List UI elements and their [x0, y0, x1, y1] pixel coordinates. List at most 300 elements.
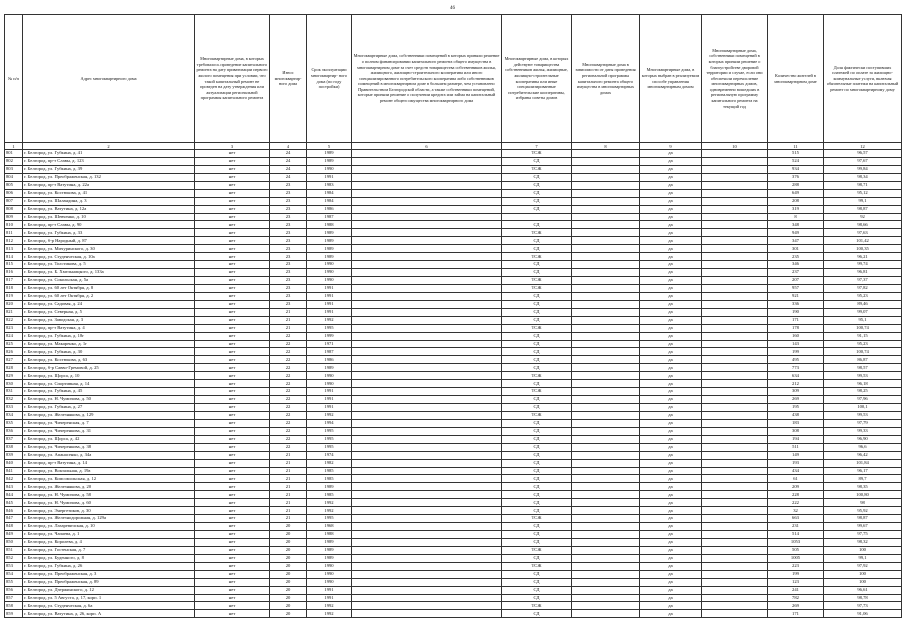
wear-cell: 21 — [270, 467, 307, 475]
table-row — [5, 269, 902, 277]
wear-cell: 24 — [270, 157, 307, 165]
financing-cell — [352, 245, 502, 253]
table-row — [5, 229, 902, 237]
build-year-cell: 1971 — [307, 340, 352, 348]
management-chosen-cell: да — [640, 372, 702, 380]
landscaping-cell — [702, 205, 768, 213]
wear-cell: 21 — [270, 451, 307, 459]
payment-share-cell: 98,71 — [824, 181, 902, 189]
landscaping-cell — [702, 348, 768, 356]
landscaping-cell — [702, 181, 768, 189]
table-row — [5, 411, 902, 419]
management-form-cell: СД — [502, 523, 572, 531]
repair-needed-cell: нет — [195, 411, 270, 419]
payment-share-cell: 95,92 — [824, 507, 902, 515]
repair-needed-cell: нет — [195, 261, 270, 269]
wear-cell: 24 — [270, 173, 307, 181]
repair-needed-cell: нет — [195, 546, 270, 554]
address-cell: г. Белгород, ул. Вокзальная, д. 19а — [23, 467, 195, 475]
payment-share-cell: 97,92 — [824, 562, 902, 570]
landscaping-cell — [702, 229, 768, 237]
management-chosen-cell: да — [640, 197, 702, 205]
row-number: 809 — [5, 213, 23, 221]
residents-cell: 308 — [768, 427, 824, 435]
address-cell: г. Белгород, ул. Н. Чумичова, д. 50 — [23, 396, 195, 404]
landscaping-cell — [702, 602, 768, 610]
landscaping-cell — [702, 364, 768, 372]
residents-cell: 32 — [768, 507, 824, 515]
build-year-cell: 1991 — [307, 396, 352, 404]
repair-needed-cell: нет — [195, 443, 270, 451]
management-form-cell: ТСЖ — [502, 388, 572, 396]
management-form-cell: ТСЖ — [502, 602, 572, 610]
table-row — [5, 150, 902, 158]
payment-share-cell: 98,35 — [824, 483, 902, 491]
management-chosen-cell: да — [640, 578, 702, 586]
build-year-cell: 1995 — [307, 427, 352, 435]
residents-cell: 123 — [768, 578, 824, 586]
management-form-cell: СД — [502, 586, 572, 594]
management-chosen-cell: да — [640, 269, 702, 277]
wear-cell: 20 — [270, 594, 307, 602]
management-form-cell: СД — [502, 356, 572, 364]
header-cell: Многоквартирные дома, собственники помещений в которых приняли решение о благоустройстве дворовой территории и случае, если они обеспечили перечисление многоквартирных домов, одновременно вошедших в региональную программу капитального ремонта на текущий год — [702, 15, 768, 143]
table-row — [5, 205, 902, 213]
build-year-cell: 1968 — [307, 523, 352, 531]
financing-cell — [352, 554, 502, 562]
payment-share-cell: 96,21 — [824, 253, 902, 261]
payment-share-cell: 100,35 — [824, 245, 902, 253]
landscaping-cell — [702, 332, 768, 340]
management-form-cell: ТСЖ — [502, 546, 572, 554]
build-year-cell: 1995 — [307, 515, 352, 523]
management-form-cell: СД — [502, 396, 572, 404]
program-date-cell — [572, 348, 640, 356]
wear-cell: 23 — [270, 292, 307, 300]
residents-cell: 228 — [768, 491, 824, 499]
repair-needed-cell: нет — [195, 570, 270, 578]
address-cell: г. Белгород, ул. Ватутина, д. 12а — [23, 205, 195, 213]
management-form-cell: СД — [502, 451, 572, 459]
management-chosen-cell: да — [640, 411, 702, 419]
wear-cell: 20 — [270, 602, 307, 610]
financing-cell — [352, 213, 502, 221]
management-chosen-cell: да — [640, 483, 702, 491]
build-year-cell: 1999 — [307, 332, 352, 340]
wear-cell: 23 — [270, 213, 307, 221]
management-form-cell: ТСЖ — [502, 150, 572, 158]
management-chosen-cell: да — [640, 515, 702, 523]
payment-share-cell: 96,57 — [824, 150, 902, 158]
address-cell: г. Белгород, ул. Студенческая, д. 6а — [23, 602, 195, 610]
header-cell: Многоквартирные дома, в которых действуют товарищества собственников жилья, жилищные, жилищно-строительные кооперативы или иные специализированные потребительские кооперативы, избраны советы домов — [502, 15, 572, 143]
address-cell: г. Белгород, ул. 60 лет Октября, д. 8 — [23, 284, 195, 292]
row-number: 840 — [5, 459, 23, 467]
address-cell: г. Белгород, ул. Апанасенко, д. 34а — [23, 451, 195, 459]
address-cell: г. Белгород, ул. Б. Хмельницкого, д. 133а — [23, 269, 195, 277]
landscaping-cell — [702, 237, 768, 245]
wear-cell: 20 — [270, 546, 307, 554]
address-cell: г. Белгород, ул. Шевченко, д. 10 — [23, 213, 195, 221]
address-cell: г. Белгород, ул. Чичеренская, д. 7 — [23, 419, 195, 427]
row-number: 845 — [5, 499, 23, 507]
table-row — [5, 277, 902, 285]
wear-cell: 21 — [270, 491, 307, 499]
residents-cell: 208 — [768, 197, 824, 205]
program-date-cell — [572, 427, 640, 435]
financing-cell — [352, 181, 502, 189]
address-cell: г. Белгород, ул. Губкина, д. 26 — [23, 562, 195, 570]
program-date-cell — [572, 356, 640, 364]
residents-cell: 195 — [768, 404, 824, 412]
residents-cell: 149 — [768, 451, 824, 459]
wear-cell: 20 — [270, 578, 307, 586]
wear-cell: 23 — [270, 261, 307, 269]
table-row — [5, 332, 902, 340]
build-year-cell: 1991 — [307, 300, 352, 308]
row-number: 819 — [5, 292, 23, 300]
build-year-cell: 1989 — [307, 546, 352, 554]
management-chosen-cell: да — [640, 261, 702, 269]
wear-cell: 21 — [270, 499, 307, 507]
management-chosen-cell: да — [640, 284, 702, 292]
address-cell: г. Белгород, пр-т Ватутина, д. 4 — [23, 324, 195, 332]
build-year-cell: 1995 — [307, 435, 352, 443]
payment-share-cell: 98 — [824, 499, 902, 507]
management-chosen-cell: да — [640, 340, 702, 348]
table-row — [5, 419, 902, 427]
management-chosen-cell: да — [640, 380, 702, 388]
row-number: 858 — [5, 602, 23, 610]
financing-cell — [352, 443, 502, 451]
row-number: 834 — [5, 411, 23, 419]
residents-cell: 1005 — [768, 554, 824, 562]
management-chosen-cell: да — [640, 292, 702, 300]
repair-needed-cell: нет — [195, 475, 270, 483]
program-date-cell — [572, 491, 640, 499]
management-form-cell: ТСЖ — [502, 372, 572, 380]
management-form-cell: СД — [502, 340, 572, 348]
table-row — [5, 515, 902, 523]
management-form-cell: СД — [502, 197, 572, 205]
table-row — [5, 562, 902, 570]
build-year-cell: 1990 — [307, 570, 352, 578]
financing-cell — [352, 411, 502, 419]
table-row — [5, 316, 902, 324]
address-cell: г. Белгород, ул. Щорса, д. 42 — [23, 435, 195, 443]
management-form-cell: СД — [502, 332, 572, 340]
row-number: 804 — [5, 173, 23, 181]
payment-share-cell: 98,34 — [824, 173, 902, 181]
management-form-cell: СД — [502, 610, 572, 618]
build-year-cell: 1991 — [307, 308, 352, 316]
payment-share-cell: 89,46 — [824, 300, 902, 308]
financing-cell — [352, 578, 502, 586]
payment-share-cell: 98,78 — [824, 594, 902, 602]
residents-cell: 782 — [768, 594, 824, 602]
financing-cell — [352, 594, 502, 602]
financing-cell — [352, 610, 502, 618]
column-number: 8 — [572, 143, 640, 150]
build-year-cell: 1989 — [307, 245, 352, 253]
program-date-cell — [572, 451, 640, 459]
residents-cell: 514 — [768, 531, 824, 539]
address-cell: г. Белгород, ул. Королева, д. 4 — [23, 538, 195, 546]
payment-share-cell: 97,75 — [824, 531, 902, 539]
management-chosen-cell: да — [640, 316, 702, 324]
table-row — [5, 372, 902, 380]
build-year-cell: 1990 — [307, 380, 352, 388]
row-number: 806 — [5, 189, 23, 197]
build-year-cell: 1992 — [307, 610, 352, 618]
management-form-cell: СД — [502, 570, 572, 578]
management-chosen-cell: да — [640, 546, 702, 554]
management-form-cell: СД — [502, 483, 572, 491]
address-cell: г. Белгород, ул. Железнодорожная, д. 129а — [23, 515, 195, 523]
management-chosen-cell: да — [640, 602, 702, 610]
landscaping-cell — [702, 427, 768, 435]
management-form-cell: СД — [502, 491, 572, 499]
financing-cell — [352, 332, 502, 340]
payment-share-cell: 99,67 — [824, 523, 902, 531]
management-form-cell: СД — [502, 157, 572, 165]
payment-share-cell: 96,81 — [824, 269, 902, 277]
table-row — [5, 491, 902, 499]
wear-cell: 23 — [270, 245, 307, 253]
residents-cell: 649 — [768, 189, 824, 197]
management-chosen-cell: да — [640, 594, 702, 602]
landscaping-cell — [702, 491, 768, 499]
table-row — [5, 475, 902, 483]
build-year-cell: 1989 — [307, 538, 352, 546]
build-year-cell: 1982 — [307, 459, 352, 467]
repair-needed-cell: нет — [195, 364, 270, 372]
management-form-cell: ТСЖ — [502, 324, 572, 332]
program-date-cell — [572, 515, 640, 523]
table-row — [5, 570, 902, 578]
table-row — [5, 253, 902, 261]
row-number: 833 — [5, 404, 23, 412]
financing-cell — [352, 507, 502, 515]
address-cell: г. Белгород, б-р Народный, д. 87 — [23, 237, 195, 245]
wear-cell: 23 — [270, 221, 307, 229]
table-row — [5, 554, 902, 562]
header-cell: Срок эксплуатации многоквартир- ного дома (по году постройки) — [307, 15, 352, 143]
program-date-cell — [572, 594, 640, 602]
payment-share-cell: 98,57 — [824, 364, 902, 372]
repair-needed-cell: нет — [195, 332, 270, 340]
payment-share-cell: 95,23 — [824, 292, 902, 300]
program-date-cell — [572, 396, 640, 404]
row-number: 846 — [5, 507, 23, 515]
landscaping-cell — [702, 459, 768, 467]
financing-cell — [352, 427, 502, 435]
financing-cell — [352, 221, 502, 229]
table-row — [5, 586, 902, 594]
landscaping-cell — [702, 189, 768, 197]
program-date-cell — [572, 467, 640, 475]
repair-needed-cell: нет — [195, 531, 270, 539]
header-cell: Количество жителей в многоквартирном доме — [768, 15, 824, 143]
repair-needed-cell: нет — [195, 284, 270, 292]
financing-cell — [352, 388, 502, 396]
management-chosen-cell: да — [640, 491, 702, 499]
address-cell: г. Белгород, б-р Савво-Гремовой, д. 25 — [23, 364, 195, 372]
build-year-cell: 1992 — [307, 499, 352, 507]
repair-needed-cell: нет — [195, 150, 270, 158]
program-date-cell — [572, 157, 640, 165]
financing-cell — [352, 292, 502, 300]
payment-share-cell: 86,87 — [824, 356, 902, 364]
management-form-cell: ТСЖ — [502, 277, 572, 285]
management-form-cell: СД — [502, 173, 572, 181]
financing-cell — [352, 562, 502, 570]
financing-cell — [352, 483, 502, 491]
management-chosen-cell: да — [640, 300, 702, 308]
wear-cell: 22 — [270, 443, 307, 451]
program-date-cell — [572, 507, 640, 515]
management-chosen-cell: да — [640, 237, 702, 245]
management-form-cell: СД — [502, 554, 572, 562]
landscaping-cell — [702, 570, 768, 578]
header-cell: Многоквартирные дома, в которых требовалось проведение капитального ремонта на дату приватизации первого жилого помещения при условии, что такой капитальный ремонт не проведен на дату утверждения или актуализации региональной программы капитального ремонта — [195, 15, 270, 143]
landscaping-cell — [702, 451, 768, 459]
wear-cell: 23 — [270, 253, 307, 261]
payment-share-cell: 97,63 — [824, 229, 902, 237]
residents-cell: 160 — [768, 332, 824, 340]
financing-cell — [352, 189, 502, 197]
repair-needed-cell: нет — [195, 205, 270, 213]
build-year-cell: 1991 — [307, 594, 352, 602]
repair-needed-cell: нет — [195, 237, 270, 245]
row-number: 853 — [5, 562, 23, 570]
payment-share-cell: 98,87 — [824, 515, 902, 523]
payment-share-cell: 100,74 — [824, 348, 902, 356]
management-chosen-cell: да — [640, 475, 702, 483]
management-chosen-cell: да — [640, 562, 702, 570]
address-cell: г. Белгород, ул. Костюкова, д. 63 — [23, 356, 195, 364]
row-number: 810 — [5, 221, 23, 229]
table-row — [5, 348, 902, 356]
table-row — [5, 538, 902, 546]
management-chosen-cell: да — [640, 150, 702, 158]
repair-needed-cell: нет — [195, 427, 270, 435]
wear-cell: 20 — [270, 554, 307, 562]
address-cell: г. Белгород, пр-т Славы, д. 90 — [23, 221, 195, 229]
table-row — [5, 546, 902, 554]
landscaping-cell — [702, 261, 768, 269]
payment-share-cell: 98,66 — [824, 221, 902, 229]
residents-cell: 190 — [768, 308, 824, 316]
build-year-cell: 1989 — [307, 229, 352, 237]
financing-cell — [352, 372, 502, 380]
repair-needed-cell: нет — [195, 396, 270, 404]
management-form-cell: СД — [502, 261, 572, 269]
row-number: 822 — [5, 316, 23, 324]
residents-cell: 921 — [768, 292, 824, 300]
repair-needed-cell: нет — [195, 213, 270, 221]
payment-share-cell: 99,07 — [824, 308, 902, 316]
address-cell: г. Белгород, ул. Губкина, д. 33 — [23, 229, 195, 237]
residents-cell: 241 — [768, 586, 824, 594]
program-date-cell — [572, 197, 640, 205]
build-year-cell: 1990 — [307, 269, 352, 277]
program-date-cell — [572, 419, 640, 427]
landscaping-cell — [702, 253, 768, 261]
header-cell: Многоквартирные дома, собственники помещений в которых приняли решение о полном финансировании капитального ремонта общего имущества в многоквартирном доме за счет средств товарищества собственников жилья, жилищного, жилищно-строительного кооператива или иного специализированного потребительского кооператива либо собственников помещений в многоквартирном доме в большем размере, чем установлено Правительством Белгородской области, а также собственники помещений, которые приняли решение о получении кредита или займа на капитальный ремонт общего имущества многоквартирного дома — [352, 15, 502, 143]
build-year-cell: 1987 — [307, 348, 352, 356]
build-year-cell: 1988 — [307, 531, 352, 539]
wear-cell: 20 — [270, 562, 307, 570]
landscaping-cell — [702, 419, 768, 427]
header-cell: № п/п — [5, 15, 23, 143]
program-date-cell — [572, 570, 640, 578]
address-cell: г. Белгород, ул. Энергетиков, д. 30 — [23, 507, 195, 515]
build-year-cell: 1987 — [307, 213, 352, 221]
residents-cell: 209 — [768, 483, 824, 491]
financing-cell — [352, 205, 502, 213]
row-number: 854 — [5, 570, 23, 578]
program-date-cell — [572, 150, 640, 158]
residents-cell: 773 — [768, 364, 824, 372]
wear-cell: 24 — [270, 165, 307, 173]
management-form-cell: ТСЖ — [502, 515, 572, 523]
residents-cell: 199 — [768, 570, 824, 578]
build-year-cell: 1986 — [307, 356, 352, 364]
management-form-cell: СД — [502, 308, 572, 316]
program-date-cell — [572, 388, 640, 396]
address-cell: г. Белгород, ул. Толстикова, д. 5 — [23, 261, 195, 269]
program-date-cell — [572, 538, 640, 546]
wear-cell: 22 — [270, 356, 307, 364]
repair-needed-cell: нет — [195, 348, 270, 356]
address-cell: г. Белгород, ул. 5 Августа, д. 17, корп. 1 — [23, 594, 195, 602]
wear-cell: 23 — [270, 229, 307, 237]
address-cell: г. Белгород, ул. Чичеренкова, д. 38 — [23, 443, 195, 451]
landscaping-cell — [702, 213, 768, 221]
wear-cell: 21 — [270, 507, 307, 515]
landscaping-cell — [702, 221, 768, 229]
management-chosen-cell: да — [640, 427, 702, 435]
table-row — [5, 261, 902, 269]
table-row — [5, 197, 902, 205]
wear-cell: 21 — [270, 475, 307, 483]
residents-cell: 171 — [768, 610, 824, 618]
financing-cell — [352, 515, 502, 523]
financing-cell — [352, 602, 502, 610]
management-chosen-cell: да — [640, 213, 702, 221]
residents-cell: 515 — [768, 150, 824, 158]
program-date-cell — [572, 364, 640, 372]
landscaping-cell — [702, 165, 768, 173]
financing-cell — [352, 269, 502, 277]
management-chosen-cell: да — [640, 538, 702, 546]
row-number: 827 — [5, 356, 23, 364]
repair-needed-cell: нет — [195, 523, 270, 531]
payment-share-cell: 97,79 — [824, 419, 902, 427]
landscaping-cell — [702, 300, 768, 308]
residents-cell: 235 — [768, 253, 824, 261]
management-chosen-cell: да — [640, 332, 702, 340]
management-form-cell: СД — [502, 499, 572, 507]
table-row — [5, 507, 902, 515]
row-number: 820 — [5, 300, 23, 308]
program-date-cell — [572, 292, 640, 300]
management-chosen-cell: да — [640, 586, 702, 594]
table-row — [5, 396, 902, 404]
landscaping-cell — [702, 554, 768, 562]
residents-cell: 183 — [768, 419, 824, 427]
